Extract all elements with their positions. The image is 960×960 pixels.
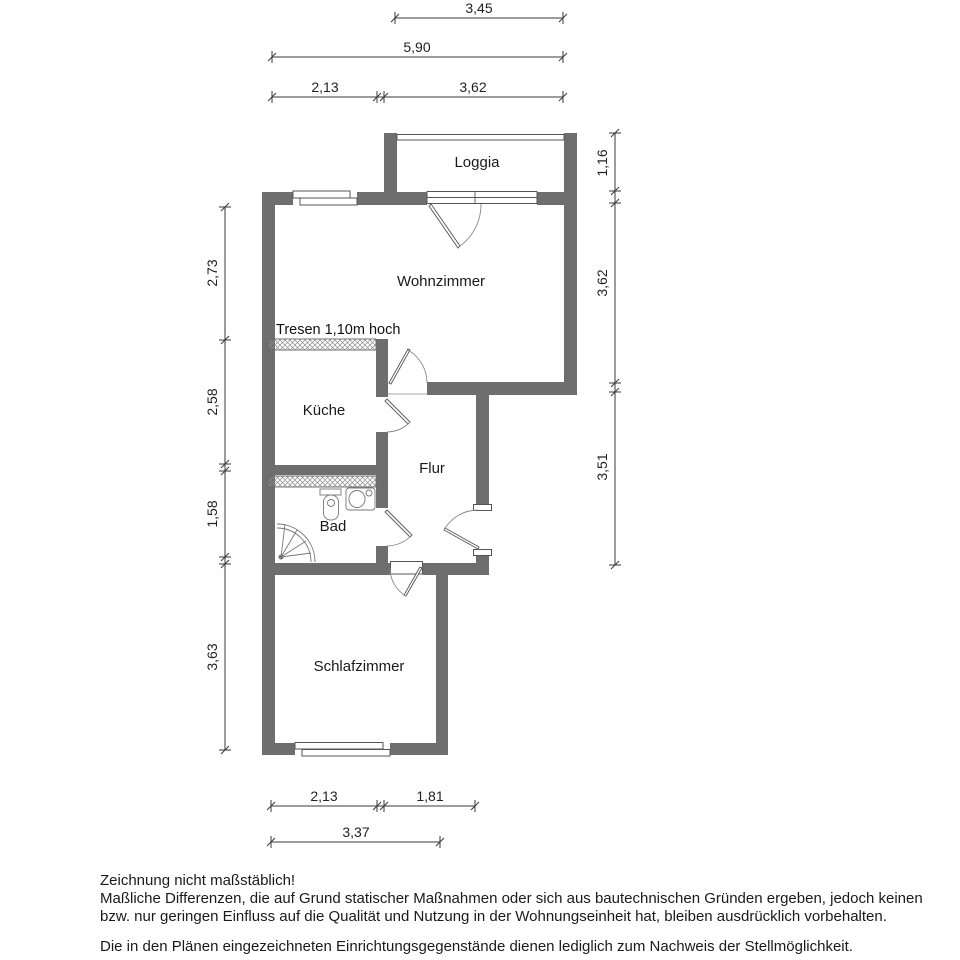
- dim-left-chain: [219, 203, 231, 754]
- dim-label-3-51: 3,51: [594, 453, 610, 481]
- dim-label-1-58: 1,58: [204, 500, 220, 528]
- balcony-door: [429, 204, 481, 248]
- entrance-door: [444, 510, 479, 549]
- tresen-annotation: Tresen 1,10m hoch: [276, 322, 401, 338]
- room-label-wohnzimmer: Wohnzimmer: [396, 273, 486, 290]
- doors: [385, 204, 481, 596]
- dim-label-3-63: 3,63: [204, 643, 220, 671]
- dim-label-3-62-right: 3,62: [594, 269, 610, 297]
- tresen-counter-strip: [268, 339, 376, 350]
- door-wohnzimmer-flur: [389, 349, 427, 384]
- room-label-loggia: Loggia: [454, 154, 500, 171]
- disclaimer-notes: [100, 872, 930, 956]
- dim-label-3-45: 3,45: [465, 0, 493, 16]
- note-differences-2: bzw. nur geringen Einfluss auf die Qualität und Nutzung in der Wohnungseinheit hat, bleiben ausdrücklich vorbehalten.: [100, 908, 887, 925]
- dim-label-5-90: 5,90: [403, 39, 431, 55]
- wall-loggia-left: [384, 133, 397, 192]
- wall-flur-top: [427, 382, 577, 395]
- note-differences-1: Maßliche Differenzen, die auf Grund statischer Maßnahmen oder sich aus bautechnischen Gründen ergeben, jedoch keinen: [100, 890, 923, 907]
- room-label-flur: Flur: [419, 460, 445, 477]
- dim-label-3-37: 3,37: [342, 824, 370, 840]
- note-furnishings: Die in den Plänen eingezeichneten Einrichtungsgegenstände dienen lediglich zum Nachweis der Stellmöglichkeit.: [100, 938, 853, 955]
- notes-spacer: [100, 926, 930, 938]
- dim-bottom-split: [267, 800, 479, 812]
- wall-right-upper: [564, 133, 577, 395]
- window-schlafzimmer: [295, 742, 390, 757]
- wall-schlafzimmer-right: [436, 563, 448, 755]
- balcony-door-window: [427, 191, 537, 207]
- dim-label-1-81: 1,81: [416, 788, 444, 804]
- room-label-kueche: Küche: [302, 402, 346, 419]
- entrance-door-jamb-bottom: [474, 550, 492, 556]
- dim-label-2-73: 2,73: [204, 259, 220, 287]
- wall-bad-bottom: [262, 563, 390, 575]
- dim-label-1-16: 1,16: [594, 149, 610, 177]
- door-bad-flur: [385, 510, 412, 546]
- dim-right-chain: [609, 129, 621, 569]
- dim-label-2-58: 2,58: [204, 388, 220, 416]
- bad-installation-strip: [268, 476, 376, 487]
- dim-label-3-62-top: 3,62: [459, 79, 487, 95]
- toilet: [320, 489, 341, 520]
- room-label-bad: Bad: [319, 518, 347, 535]
- wall-flur-bottom: [423, 563, 489, 575]
- note-not-to-scale: Zeichnung nicht maßstäblich!: [100, 872, 296, 889]
- dim-label-2-13-top: 2,13: [311, 79, 339, 95]
- dim-label-2-13-bottom: 2,13: [310, 788, 338, 804]
- corner-shower: [277, 524, 315, 562]
- washbasin: [346, 488, 375, 510]
- entrance-door-opening: [475, 510, 490, 550]
- wall-kueche-bad-divider: [262, 465, 376, 475]
- loggia-railing: [397, 135, 564, 141]
- window-wohnzimmer: [293, 191, 357, 207]
- room-label-schlafzimmer: Schlafzimmer: [313, 658, 405, 675]
- walls: [262, 133, 577, 755]
